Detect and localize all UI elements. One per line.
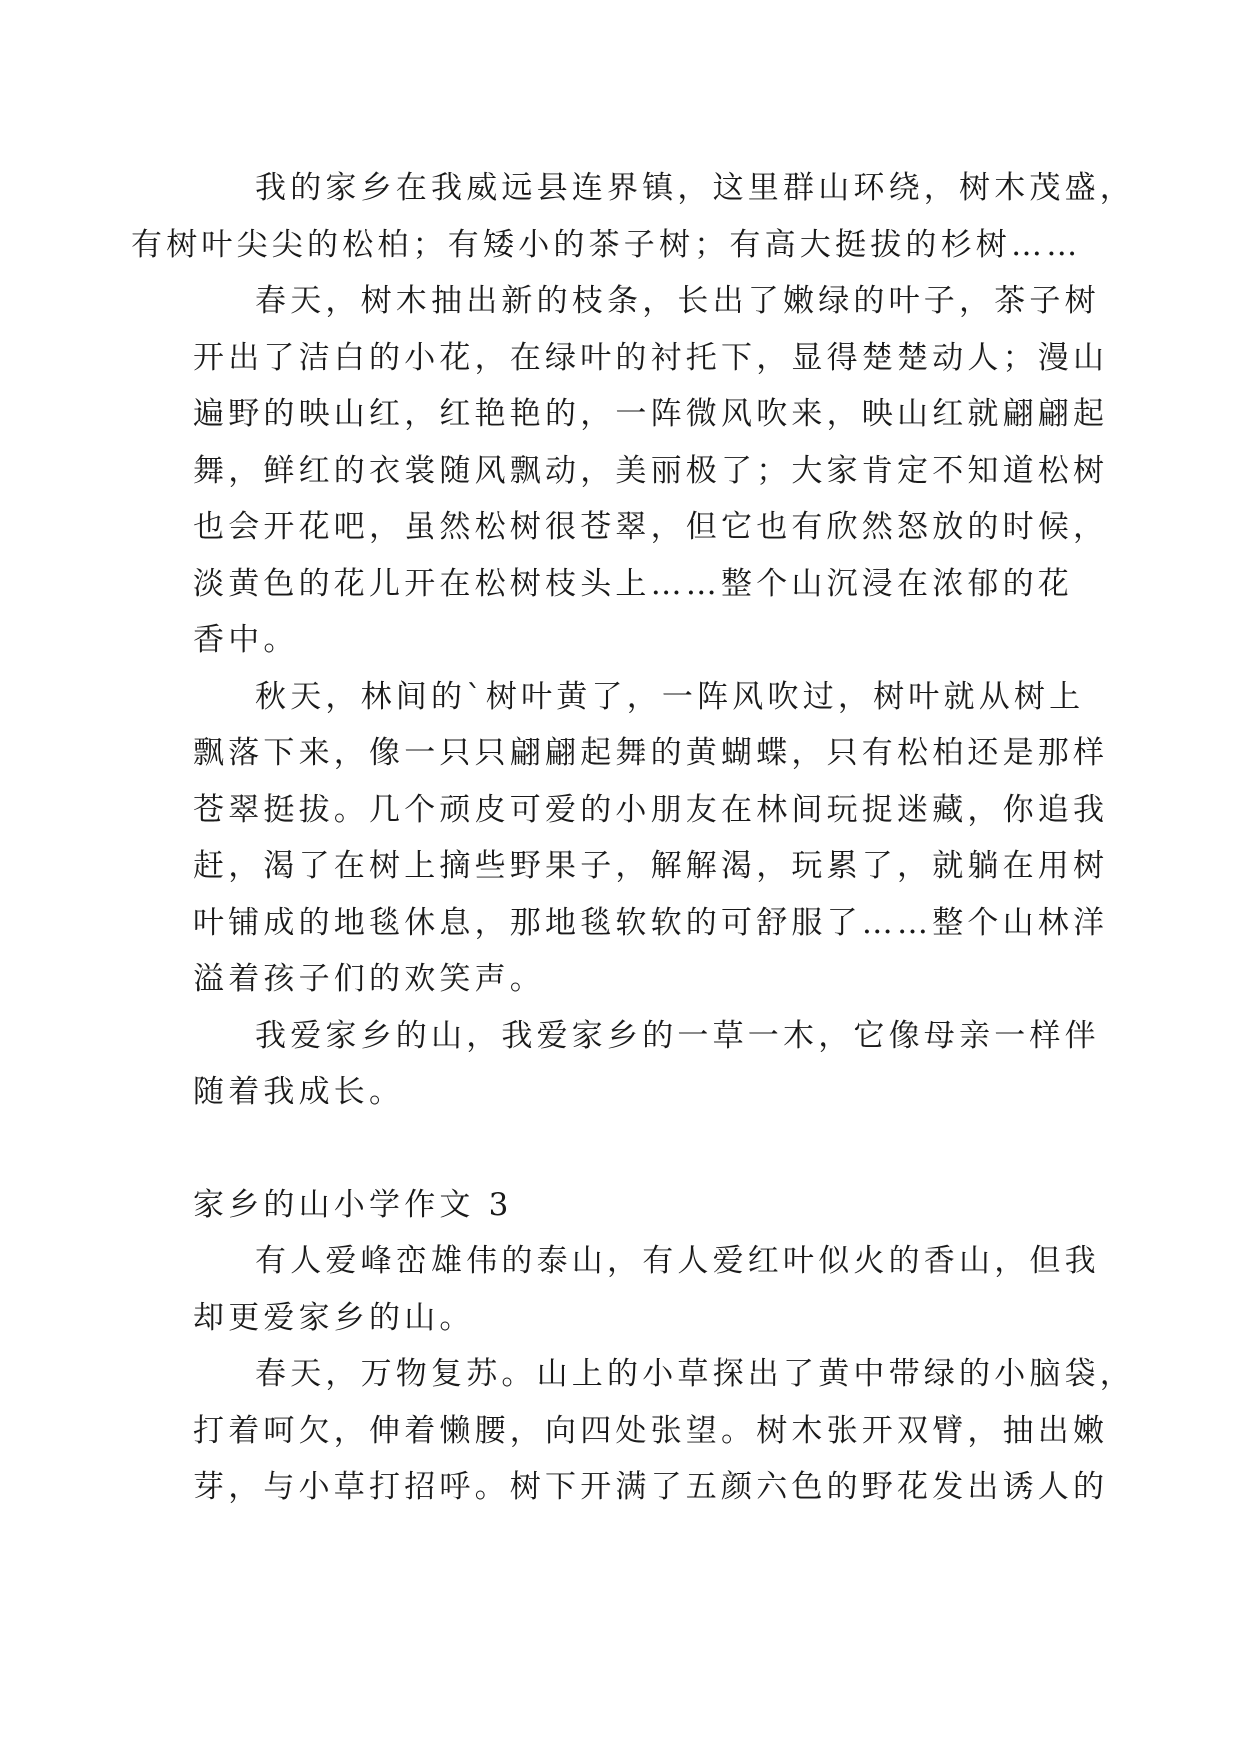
text-line: 赶，渴了在树上摘些野果子，解解渴，玩累了，就躺在用树 (193, 848, 1109, 884)
text-line: 开出了洁白的小花，在绿叶的衬托下，显得楚楚动人；漫山 (193, 339, 1109, 376)
paragraph (131, 160, 1135, 273)
text-line: 香中。 (193, 622, 299, 658)
article-body (131, 160, 1135, 1516)
text-line: 芽，与小草打招呼。树下开满了五颜六色的野花发出诱人的 (193, 1469, 1109, 1505)
paragraph (193, 273, 1109, 669)
section-spacer (193, 1121, 1053, 1177)
section-heading: 家乡的山小学作文 3 (193, 1186, 513, 1223)
text-line: 飘落下来，像一只只翩翩起舞的黄蝴蝶，只有松柏还是那样 (193, 735, 1109, 771)
text-line: 我的家乡在我威远县连界镇，这里群山环绕，树木茂盛， (255, 170, 1135, 206)
paragraph (193, 1233, 1100, 1346)
text-line: 有人爱峰峦雄伟的泰山，有人爱红叶似火的香山，但我 (255, 1243, 1100, 1279)
text-line: 春天，万物复苏。山上的小草探出了黄中带绿的小脑袋， (255, 1356, 1135, 1392)
text-line: 有树叶尖尖的松柏；有矮小的茶子树；有高大挺拔的杉树…… (131, 226, 1082, 263)
text-line: 秋天，林间的`树叶黄了，一阵风吹过，树叶就从树上 (255, 678, 1085, 715)
text-line: 我爱家乡的山，我爱家乡的一草一木，它像母亲一样伴 (255, 1017, 1100, 1054)
text-line: 春天，树木抽出新的枝条，长出了嫩绿的叶子，茶子树 (255, 283, 1100, 319)
text-line: 也会开花吧，虽然松树很苍翠，但它也有欣然怒放的时候， (193, 509, 1109, 545)
paragraph (193, 1008, 1100, 1121)
paragraph (193, 1346, 1135, 1516)
text-line: 苍翠挺拔。几个顽皮可爱的小朋友在林间玩捉迷藏，你追我 (193, 791, 1109, 828)
text-line: 舞，鲜红的衣裳随风飘动，美丽极了；大家肯定不知道松树 (193, 452, 1109, 489)
text-line: 溢着孩子们的欢笑声。 (193, 961, 545, 997)
text-line: 叶铺成的地毯休息，那地毯软软的可舒服了……整个山林洋 (193, 904, 1109, 941)
text-line: 遍野的映山红，红艳艳的，一阵微风吹来，映山红就翩翩起 (193, 396, 1109, 432)
text-line: 淡黄色的花儿开在松树枝头上……整个山沉浸在浓郁的花 (193, 565, 1073, 602)
paragraph (193, 669, 1109, 1008)
text-line: 却更爱家乡的山。 (193, 1299, 475, 1336)
text-line: 随着我成长。 (193, 1074, 405, 1110)
text-line: 打着呵欠，伸着懒腰，向四处张望。树木张开双臂，抽出嫩 (193, 1412, 1109, 1449)
